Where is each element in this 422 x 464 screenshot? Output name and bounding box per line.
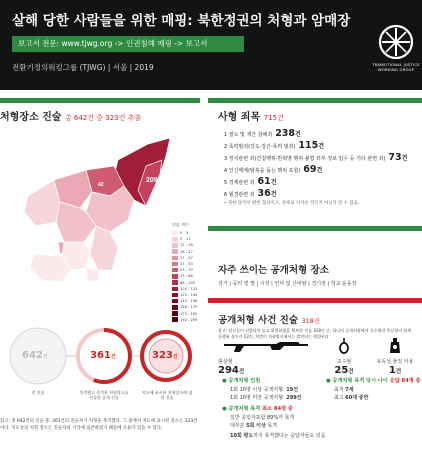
- sites-title: 처형장소 진술 총 642건 중 323건 추출: [0, 112, 142, 123]
- legend-swatch: [172, 305, 178, 310]
- map-legend: 진술 개수 0 - 5 5 - 11 11 - 16 16 - 27 27 - 37 37 - 53 53 - 70 70 - 88 88 - 105 105 - 123 123 - 140 140 - 158 158 - 175 175 - 192 192 - 209: [172, 222, 198, 322]
- page-title: 살해 당한 사람들을 위한 매핑: 북한정권의 처형과 암매장: [12, 13, 351, 29]
- legend-label: 0 - 5: [180, 231, 189, 236]
- witnessed-statements: 361건: [90, 350, 116, 361]
- legend-swatch: [172, 231, 178, 236]
- shooting-stat: 총살형 294건: [218, 338, 304, 376]
- legend-label: 192 - 209: [180, 317, 198, 322]
- report-link[interactable]: 보고서 전문: www.tjwg.org -> 인권침해 매핑 -> 보고서: [12, 36, 244, 52]
- section-divider: [0, 98, 200, 103]
- legend-label: 158 - 175: [180, 305, 198, 310]
- legend-swatch: [172, 249, 178, 254]
- legend-label: 16 - 27: [180, 249, 193, 254]
- bullet-executed-count: ● 공개처형 인원: [222, 378, 261, 384]
- north-korea-map: [0, 130, 200, 320]
- section-divider: [208, 98, 422, 103]
- charge-item: 6 월경관련 죄 36건: [224, 188, 277, 199]
- bullet-witness-age: ● 공개처형 목격 당시 나이 응답 84명 중: [326, 378, 421, 384]
- legend-label: 88 - 105: [180, 280, 196, 285]
- poison-bottle-icon: [388, 338, 402, 354]
- legend-label: 175 - 192: [180, 311, 198, 316]
- legend-swatch: [172, 293, 178, 298]
- legend-swatch: [172, 256, 178, 261]
- legend-label: 37 - 53: [180, 262, 193, 267]
- bullet-line: 최저 7세: [334, 387, 354, 393]
- charge-item: 1 절도 및 재산 침해죄 238건: [224, 128, 301, 139]
- common-places-list: 강가 | 공터 및 밭 | 시장 | 언덕 및 산비탈 | 경기장 | 학교 운동장: [218, 281, 357, 287]
- bullet-line: 대부분 5회 이상 목격: [230, 423, 278, 429]
- legend-swatch: [172, 237, 178, 242]
- common-places-title: 자주 쓰이는 공개처형 장소: [218, 265, 329, 276]
- bullet-line: 1회 10명 미만 공개처형: 299건: [230, 395, 302, 401]
- charge-item: 4 인신매매(탈북을 돕는 행위 포함) 69건: [224, 164, 323, 175]
- charge-item: 3 정치관련 죄(간첩행위·반혁명 행위·불법 외부 정보 입수 등 기타 관련 죄) 73건: [224, 152, 408, 163]
- legend-swatch: [172, 311, 178, 316]
- bullet-witness: ● 공개처형 목격 최소 84명 중: [222, 406, 293, 412]
- legend-swatch: [172, 262, 178, 267]
- legend-swatch: [172, 243, 178, 248]
- noose-icon: [337, 338, 351, 354]
- legend-label: 27 - 37: [180, 255, 193, 260]
- legend-label: 11 - 16: [180, 243, 193, 248]
- bullet-line: 최고 60대 중반: [334, 395, 369, 401]
- circle-caption: 총 진술: [31, 390, 45, 395]
- public-title: 공개처형 사건 진술 318건: [218, 315, 321, 326]
- legend-swatch: [172, 299, 178, 304]
- total-statements: 642건: [22, 350, 48, 361]
- statement-funnel: [0, 322, 200, 412]
- circle-caption: 목격했고 목격한 처형장소를 진술한 공개 진술: [79, 390, 129, 400]
- public-note: 참고: 당신들이 선발되어 높고 위원하였을 확보한 진술 318건 중, 하나의 공개처형에서 고수형과 총살형이 함께 집행된 경우가 13건, 처벌이 처형방식에서는 발견되는 행렬된다: [218, 328, 411, 339]
- hanging-stat: 교수형 25건: [326, 338, 362, 376]
- bullet-line: 1회 10명 이상 공개처형: 19건: [230, 387, 299, 393]
- bullet-line: 일반 공입자포함 89%가 목격: [230, 415, 295, 421]
- logo-text: TRANSITIONAL JUSTICE WORKING GROUP: [372, 62, 420, 72]
- charge-item: 5 경제관련 죄 61건: [224, 176, 277, 187]
- legend-label: 5 - 11: [180, 237, 191, 242]
- legend-swatch: [172, 287, 178, 292]
- legend-swatch: [172, 268, 178, 273]
- legend-label: 105 - 123: [180, 286, 198, 291]
- charges-note: • 북한 당국이 밝힌 혐의이고, 실제로 저지른 것인지 아닌지 알 수 없음.: [224, 201, 360, 206]
- section-divider: [208, 298, 422, 303]
- sites-footnote: 참고: 총 642건의 진술 중, 361건의 진술자가 처형을 목격했다. 그 중에서 지도에 표시된 장소는 323건이다. 지도상의 처형 장소는 진술자의 기억에 의존하였기 때문에 오류가 있을 수 있다.: [0, 419, 198, 431]
- legend-label: 70 - 88: [180, 274, 193, 279]
- legend-label: 53 - 70: [180, 268, 193, 273]
- tjwg-logo-icon: [378, 24, 414, 60]
- rifle-icon: [224, 338, 310, 354]
- header-banner: [0, 0, 422, 90]
- org-line: 전환기정의워킹그룹 (TJWG) | 서울 | 2019: [12, 63, 154, 72]
- legend-label: 140 - 158: [180, 299, 198, 304]
- bullet-line: 10회 평도까지 목격했다는 응답자들도 있음: [230, 433, 326, 439]
- map-label-hamgyong: 209: [146, 177, 158, 184]
- charges-title: 사형 죄목 715건: [218, 112, 284, 123]
- section-divider: [208, 226, 422, 231]
- map-label-ryanggang: 42: [98, 182, 104, 188]
- legend-swatch: [172, 274, 178, 279]
- mapped-statements: 323건: [152, 350, 178, 361]
- poison-stat: 유독성 물질 사용 1건: [368, 338, 422, 376]
- legend-label: 123 - 140: [180, 292, 198, 297]
- circle-caption: 지도에 표시된 처형장소에 대한 진술: [141, 390, 193, 400]
- charge-item: 2 폭력범죄(강도·강간·폭력 범죄) 115건: [224, 140, 325, 151]
- legend-swatch: [172, 280, 178, 285]
